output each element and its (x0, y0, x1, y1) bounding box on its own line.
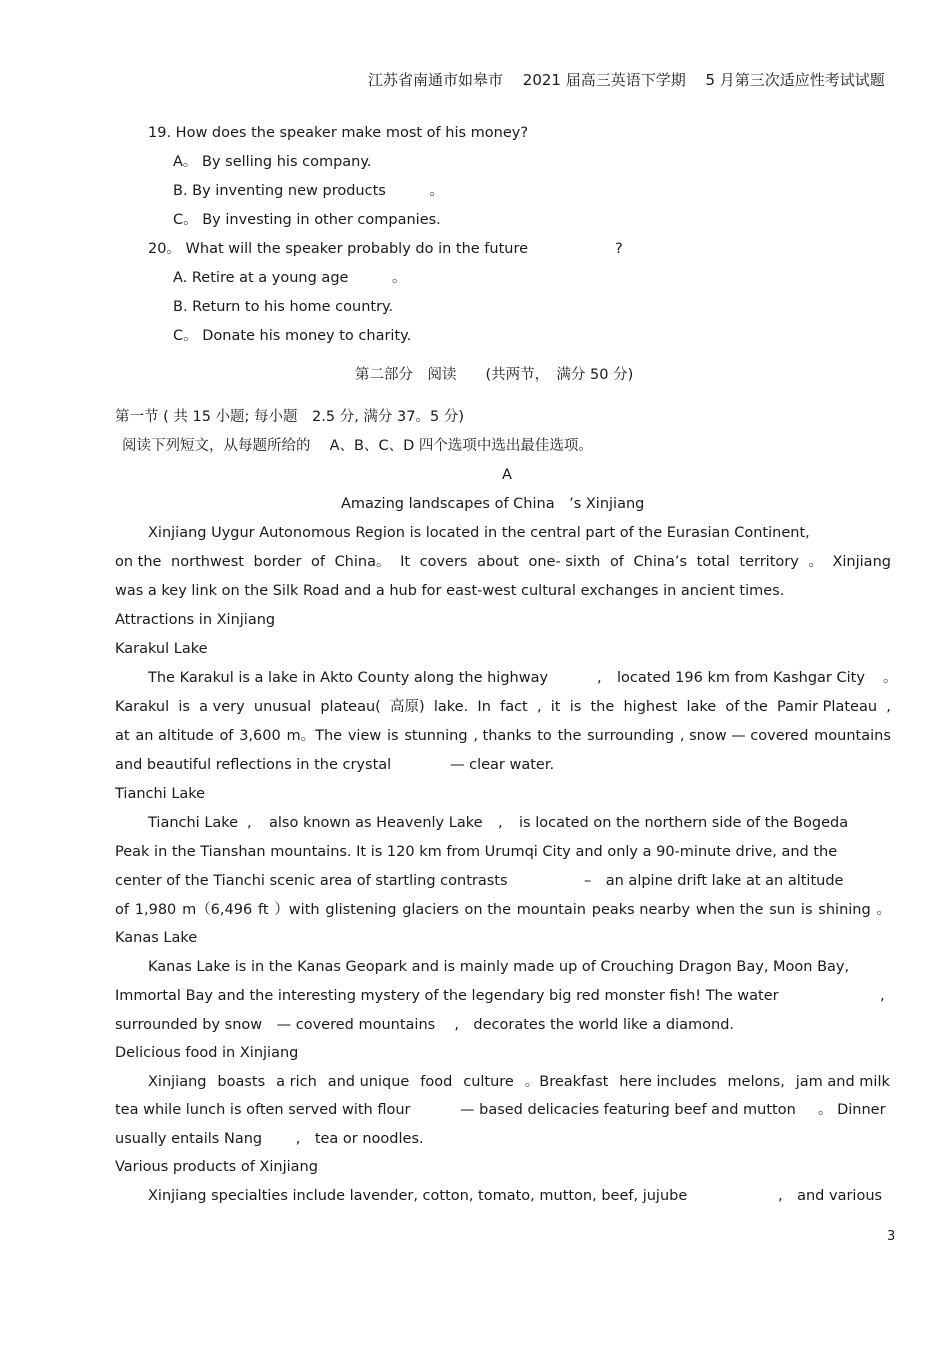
word: and unique (327, 1074, 410, 1090)
word: It (400, 554, 411, 570)
passage-title: Amazing landscapes of China ’s Xinjiang (341, 496, 645, 512)
word: Karakul (115, 699, 170, 715)
food-heading: Delicious food in Xinjiang (115, 1045, 299, 1061)
karakul-line-4a: and beautiful reflections in the crystal (115, 757, 392, 773)
word: covers (419, 554, 468, 570)
word: surrounding (587, 728, 675, 744)
tianchi-line-1e: is located on the northern side of the Bogeda (519, 815, 849, 831)
word: of the (725, 699, 768, 715)
word: ）with (274, 902, 320, 918)
word: shining (818, 902, 871, 918)
word: here includes (619, 1074, 717, 1090)
word: to (537, 728, 552, 744)
page-number: 3 (887, 1229, 896, 1244)
word: , (536, 699, 542, 715)
word: on the (115, 554, 162, 570)
word: melons, (727, 1074, 785, 1090)
kanas-line-2a: Immortal Bay and the interesting mystery of the legendary big red monster fish! The water (115, 988, 779, 1004)
word: it (550, 699, 561, 715)
word: the (590, 699, 615, 715)
word: mountain (516, 902, 586, 918)
word: is (386, 728, 399, 744)
tianchi-line-3a: center of the Tianchi scenic area of startling contrasts (115, 873, 508, 889)
question-20-option-c: C。 Donate his money to charity. (173, 328, 412, 344)
products-line-1b: , and various (778, 1188, 883, 1204)
word: about (477, 554, 519, 570)
word: m（6,496 (182, 902, 253, 918)
word: northwest (171, 554, 244, 570)
word: at (115, 728, 130, 744)
word: of (311, 554, 325, 570)
section-instruction: 阅读下列短文，从每题所给的 A、B、C、D 四个选项中选出最佳选项。 (122, 438, 593, 454)
food-line-1 (148, 1072, 890, 1092)
question-19-stem: 19. How does the speaker make most of his money? (148, 125, 529, 141)
word: m。The (286, 728, 343, 744)
word: 。Breakfast (524, 1074, 609, 1090)
word: food (420, 1074, 453, 1090)
question-19-option-c: C。 By investing in other companies. (173, 212, 441, 228)
word: border (253, 554, 302, 570)
word: Pamir Plateau (776, 699, 878, 715)
word: when the (695, 902, 764, 918)
food-line-3: usually entails Nang , tea or noodles. (115, 1131, 424, 1147)
word: 高原) (390, 699, 425, 715)
section-subtitle: 第一节 ( 共 15 小题; 每小题 2.5 分, 满分 37。5 分) (115, 409, 464, 425)
products-line-1a: Xinjiang specialties include lavender, cotton, tomato, mutton, beef, jujube (148, 1188, 688, 1204)
karakul-line-1a: The Karakul is a lake in Akto County along the highway (148, 670, 549, 686)
tianchi-heading: Tianchi Lake (115, 786, 206, 802)
passage-letter: A (502, 467, 512, 483)
word: , (886, 699, 891, 715)
attractions-heading: Attractions in Xinjiang (115, 612, 276, 628)
karakul-heading: Karakul Lake (115, 641, 208, 657)
word: , thanks (473, 728, 532, 744)
products-heading: Various products of Xinjiang (115, 1159, 318, 1175)
tianchi-line-3b: – an alpine drift lake at an altitude (584, 873, 844, 889)
word: glaciers (402, 902, 459, 918)
word: 。 (808, 554, 823, 570)
page-header: 江苏省南通市如皋市 2021 届高三英语下学期 5 月第三次适应性考试试题 (368, 71, 885, 89)
word: is (800, 902, 813, 918)
word: jam and milk (795, 1074, 890, 1090)
karakul-line-3 (115, 726, 891, 746)
word: one- sixth (528, 554, 601, 570)
word: , snow — covered (679, 728, 809, 744)
word: lake. (433, 699, 469, 715)
word: culture (463, 1074, 514, 1090)
word: sun (769, 902, 796, 918)
intro-line-2 (115, 552, 891, 572)
word: boasts (217, 1074, 266, 1090)
word: 3,600 (239, 728, 281, 744)
food-line-2b: — based delicacies featuring beef and mutton (460, 1102, 796, 1118)
tianchi-line-2: Peak in the Tianshan mountains. It is 120 km from Urumqi City and only a 90-minute drive, and the (115, 844, 838, 860)
kanas-line-1: Kanas Lake is in the Kanas Geopark and is mainly made up of Crouching Dragon Bay, Moon Bay, (148, 959, 850, 975)
word: Xinjiang (832, 554, 891, 570)
word: stunning (404, 728, 468, 744)
tianchi-line-1a: Tianchi Lake (148, 815, 239, 831)
section-title: 第二部分 阅读 (共两节， 满分 50 分) (355, 367, 634, 383)
question-20-option-b: B. Return to his home country. (173, 299, 394, 315)
kanas-line-2b: , (880, 988, 885, 1004)
word: 。 (876, 902, 891, 918)
tianchi-line-1d: , (498, 815, 503, 831)
intro-line-1: Xinjiang Uygur Autonomous Region is located in the central part of the Eurasian Continent, (148, 525, 810, 541)
word: is (178, 699, 190, 715)
word: total (696, 554, 730, 570)
karakul-line-2 (115, 697, 891, 717)
word: of (609, 554, 624, 570)
karakul-line-1b: , (597, 670, 602, 686)
kanas-heading: Kanas Lake (115, 930, 198, 946)
word: of (219, 728, 234, 744)
question-19-option-a: A。 By selling his company. (173, 154, 372, 170)
food-line-2c: 。 Dinner (818, 1102, 886, 1118)
question-19-option-b: B. By inventing new products 。 (173, 183, 444, 199)
word: China’s (633, 554, 688, 570)
karakul-line-1c: located 196 km from Kashgar City (617, 670, 865, 686)
word: glistening (325, 902, 397, 918)
word: view (347, 728, 382, 744)
word: highest (623, 699, 678, 715)
question-20-stem: 20。 What will the speaker probably do in the future ? (148, 241, 623, 257)
word: fact (500, 699, 528, 715)
word: China。 (334, 554, 391, 570)
word: Xinjiang (148, 1074, 207, 1090)
word: an altitude (135, 728, 214, 744)
word: is (569, 699, 582, 715)
food-line-2a: tea while lunch is often served with flour (115, 1102, 411, 1118)
intro-line-3: was a key link on the Silk Road and a hub for east-west cultural exchanges in ancient times. (115, 583, 785, 599)
karakul-line-1d: 。 (883, 670, 898, 686)
tianchi-line-1b: , (247, 815, 252, 831)
word: the (557, 728, 582, 744)
word: 1,980 (134, 902, 177, 918)
word: In (477, 699, 491, 715)
word: a very (199, 699, 245, 715)
tianchi-line-4 (115, 900, 891, 920)
word: territory (739, 554, 799, 570)
word: on the (464, 902, 511, 918)
word: peaks nearby (591, 902, 691, 918)
word: ft (257, 902, 269, 918)
word: mountains (814, 728, 891, 744)
word: plateau( (320, 699, 381, 715)
word: lake (686, 699, 717, 715)
word: unusual (253, 699, 312, 715)
kanas-line-3: surrounded by snow — covered mountains , decorates the world like a diamond. (115, 1017, 735, 1033)
word: of (115, 902, 129, 918)
word: a rich (276, 1074, 317, 1090)
tianchi-line-1c: also known as Heavenly Lake (269, 815, 483, 831)
question-20-option-a: A. Retire at a young age 。 (173, 270, 407, 286)
karakul-line-4b: — clear water. (450, 757, 555, 773)
